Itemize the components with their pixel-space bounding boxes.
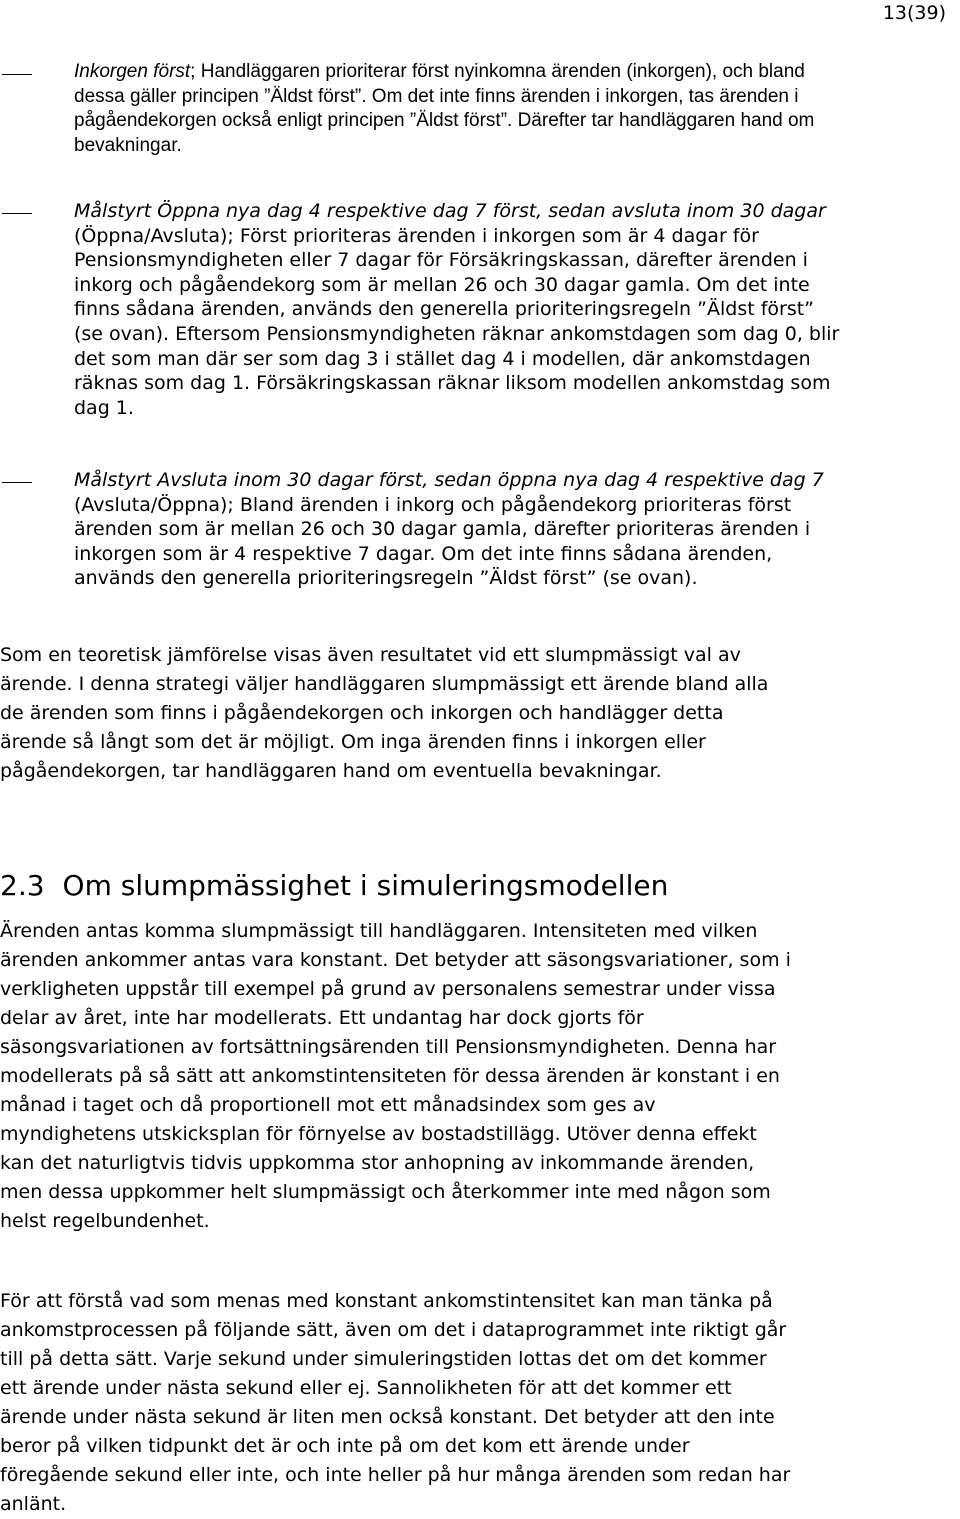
page-number: 13(39) — [882, 2, 946, 24]
list-item-text — [74, 468, 844, 591]
list-item-text — [74, 60, 844, 158]
list-item-text — [74, 199, 844, 420]
dash-bullet-icon — [2, 74, 32, 75]
dash-bullet-icon — [2, 482, 32, 483]
strategy-description: (Avsluta/Öppna); Bland ärenden i inkorg och pågåendekorg prioriteras först ärenden som är mellan 26 och 30 dagar gamla, därefter prioriteras ärenden i inkorgen som är 4 respektive 7 dagar. Om det inte finns sådana ärenden, används den generella prioriteringsregeln ”Äldst först” (se ovan). — [74, 493, 811, 590]
intro-paragraph: Ärenden antas komma slumpmässigt till handläggaren. Intensiteten med vilken ärenden ankommer antas vara konstant. Det betyder att säsongsvariationer, som i verkligheten uppstår till exempel på grund av personalens semestrar under vissa delar av året, inte har modellerats. Ett undantag har dock gjorts för säsongsvariationen av fortsättningsärenden till Pensionsmyndigheten. Denna har modellerats på så sätt att ankomstintensiteten för dessa ärenden är konstant i en månad i taget och då proportionell mot ett månadsindex som ges av myndighetens utskicksplan för förnyelse av bostadstillägg. Utöver denna effekt kan det naturligtvis tidvis uppkomma stor anhopning av inkommande ärenden, men dessa uppkommer helt slumpmässigt och återkommer inte med någon som helst regelbundenhet. — [0, 920, 791, 1232]
strategy-name: Målstyrt Öppna nya dag 4 respektive dag 7 först, sedan avsluta inom 30 dagar — [74, 200, 826, 222]
section-title: Om slumpmässighet i simuleringsmodellen — [62, 869, 669, 902]
dash-bullet-icon — [2, 213, 32, 214]
section-number: 2.3 — [0, 869, 45, 902]
strategy-name: Inkorgen först — [74, 61, 191, 82]
comparison-paragraph: Som en teoretisk jämförelse visas även resultatet vid ett slumpmässigt val av ärende. I denna strategi väljer handläggaren slumpmässigt ett ärende bland alla de ärenden som finns i pågåendekorgen och inkorgen och handlägger detta ärende så långt som det är möjligt. Om inga ärenden finns i inkorgen eller pågåendekorgen, tar handläggaren hand om eventuella bevakningar. — [0, 644, 769, 782]
strategy-name: Målstyrt Avsluta inom 30 dagar först, sedan öppna nya dag 4 respektive dag 7 — [74, 469, 824, 491]
strategy-description: ; Handläggaren prioriterar först nyinkomna ärenden (inkorgen), och bland dessa gäller principen ”Äldst först”. Om det inte finns ärenden i inkorgen, tas ärenden i pågåendekorgen också enligt principen ”Äldst först”. Därefter tar handläggaren hand om bevakningar. — [74, 61, 815, 156]
section-heading — [0, 866, 668, 906]
strategy-description: (Öppna/Avsluta); Först prioriteras ärenden i inkorgen som är 4 dagar för Pensionsmyndigheten eller 7 dagar för Försäkringskassan, därefter ärenden i inkorg och pågåendekorg som är mellan 26 och 30 dagar gamla. Om det inte finns sådana ärenden, används den generella prioriteringsregeln ”Äldst först” (se ovan). Eftersom Pensionsmyndigheten räknar ankomstdagen som dag 0, blir det som man där ser som dag 3 i stället dag 4 i modellen, där ankomstdagen räknas som dag 1. Försäkringskassan räknar liksom modellen ankomstdag som dag 1. — [74, 224, 840, 419]
constant-intensity-paragraph: För att förstå vad som menas med konstant ankomstintensitet kan man tänka på ankomstprocessen på följande sätt, även om det i dataprogrammet inte riktigt går till på detta sätt. Varje sekund under simuleringstiden lottas det om det kommer ett ärende under nästa sekund eller ej. Sannolikheten för att det kommer ett ärende under nästa sekund är liten men också konstant. Det betyder att den inte beror på vilken tidpunkt det är och inte på om det kom ett ärende under föregående sekund eller inte, och inte heller på hur många ärenden som redan har anlänt. — [0, 1290, 791, 1515]
